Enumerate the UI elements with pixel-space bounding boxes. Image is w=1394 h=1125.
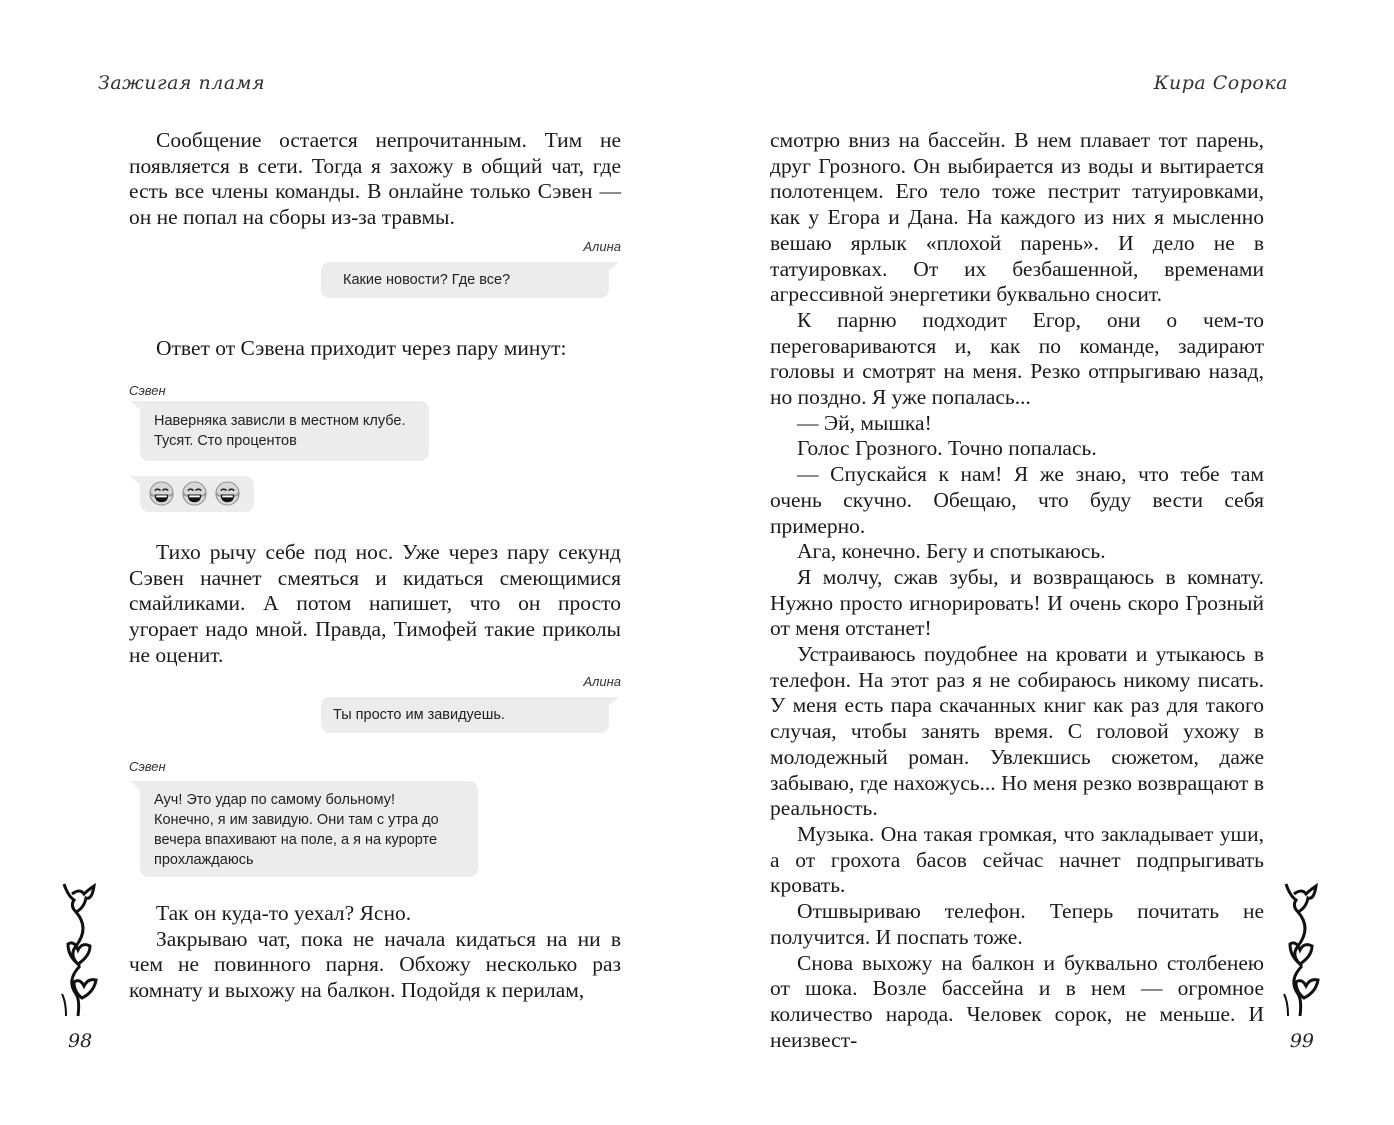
bubble-tail [130, 401, 144, 413]
vine-hearts-ornament-icon [1280, 882, 1326, 1022]
paragraph: Отшвыриваю телефон. Теперь почитать не получится. И поспать тоже. [770, 899, 1264, 949]
paragraph: Тихо рычу себе под нос. Уже через пару секунд Сэвен начнет смеяться и кидаться смеющимися смайликами. А потом напишет, что он просто угорает надо мной. Правда, Тимофей такие приколы не оценит. [129, 540, 621, 667]
paragraph: Голос Грозного. Точно попалась. [797, 436, 1097, 461]
paragraph: К парню подходит Егор, они о чем-то переговариваются и, как по команде, задирают головы и смотрят на меня. Резко отпрыгиваю назад, но поздно. Я уже попалась... [770, 307, 1264, 410]
chat-sender-seven: Сэвен [129, 759, 166, 774]
chat-message-text: Какие новости? Где все? [343, 272, 511, 288]
bubble-tail [130, 781, 144, 793]
paragraph: Закрываю чат, пока не начала кидаться на ни в чем не повинного парня. Обхожу несколько раз комнату и выхожу на балкон. Подойдя к перилам, [129, 926, 621, 1003]
running-head-book-title: Зажигая пламя [98, 72, 266, 94]
paragraph: — Эй, мышка! [797, 410, 932, 435]
chat-message-text: Ты просто им завидуешь. [333, 707, 505, 723]
chat-bubble-outgoing [321, 697, 609, 733]
chat-sender-alina: Алина [583, 674, 621, 689]
bubble-tail [605, 697, 619, 709]
page-number: 99 [1289, 1030, 1314, 1052]
chat-message-line: Наверняка зависли в местном клубе. [154, 413, 406, 429]
paragraph: — Спускайся к нам! Я же знаю, что тебе там очень скучно. Обещаю, что буду вести себя примерно. [770, 462, 1264, 538]
chat-bubble-incoming [140, 401, 429, 461]
chat-sender-alina: Алина [583, 239, 621, 254]
paragraph: Ага, конечно. Бегу и спотыкаюсь. [797, 539, 1106, 564]
chat-message-line: прохлаждаюсь [154, 852, 254, 868]
page-number: 98 [68, 1030, 93, 1052]
paragraph: Ответ от Сэвена приходит через пару минут: [156, 336, 567, 360]
chat-message-line: Конечно, я им завидую. Они там с утра до [154, 812, 439, 828]
paragraph: Сообщение остается непрочитанным. Тим не появляется в сети. Тогда я захожу в общий чат, где есть все члены команды. В онлайне только Сэвен — он не попал на сборы из-за травмы. [129, 128, 621, 230]
face-with-tears-of-joy-icon [181, 480, 208, 507]
text-block-reaction [129, 540, 621, 669]
chat-bubble-emoji [140, 476, 254, 512]
chat-message-line: Тусят. Сто процентов [154, 433, 297, 449]
text-block-intro [129, 128, 621, 231]
face-with-tears-of-joy-icon [148, 480, 175, 507]
paragraph: Устраиваюсь поудобнее на кровати и утыкаюсь в телефон. На этот раз я не собираюсь никому писать. У меня есть пара скачанных книг как раз для такого случая, чтобы занять время. С головой ухожу в молодежный роман. Увлекшись сюжетом, даже забываю, где нахожусь... Но меня резко возвращают в реальность. [770, 642, 1264, 821]
paragraph: Так он куда-то уехал? Ясно. [156, 901, 412, 925]
paragraph: Снова выхожу на балкон и буквально столбенею от шока. Возле бассейна и в нем — огромное количество народа. Человек сорок, не меньше. И неизвест- [770, 950, 1264, 1052]
text-block-main [770, 128, 1264, 1053]
text-block-reply-intro [129, 336, 621, 362]
chat-sender-seven: Сэвен [129, 383, 166, 398]
chat-bubble-incoming [140, 781, 478, 877]
chat-bubble-outgoing [321, 262, 609, 298]
bubble-tail [605, 262, 619, 274]
paragraph: Музыка. Она такая громкая, что закладывает уши, а от грохота басов сейчас начнет подпрыгивать кровать. [770, 821, 1264, 898]
text-block-closing [129, 901, 621, 1004]
running-head-author: Кира Сорока [1153, 72, 1288, 94]
chat-message-line: вечера впахивают на поле, а я на курорте [154, 832, 438, 848]
paragraph: Я молчу, сжав зубы, и возвращаюсь в комнату. Нужно просто игнорировать! И очень скоро Грозный от меня отстанет! [770, 564, 1264, 641]
bubble-tail [130, 476, 144, 488]
emoji-row [148, 480, 254, 507]
chat-message-line: Ауч! Это удар по самому больному! [154, 792, 395, 808]
paragraph: смотрю вниз на бассейн. В нем плавает тот парень, друг Грозного. Он выбирается из воды и вытирается полотенцем. Его тело тоже пестрит татуировками, как у Егора и Дана. На каждого из них я мысленно вешаю ярлык «плохой парень». И дело не в татуировках. От их безбашенной, временами агрессивной энергетики буквально сносит. [770, 128, 1264, 307]
face-with-tears-of-joy-icon [214, 480, 241, 507]
right-page [697, 0, 1394, 1125]
vine-hearts-ornament-icon [58, 882, 104, 1022]
